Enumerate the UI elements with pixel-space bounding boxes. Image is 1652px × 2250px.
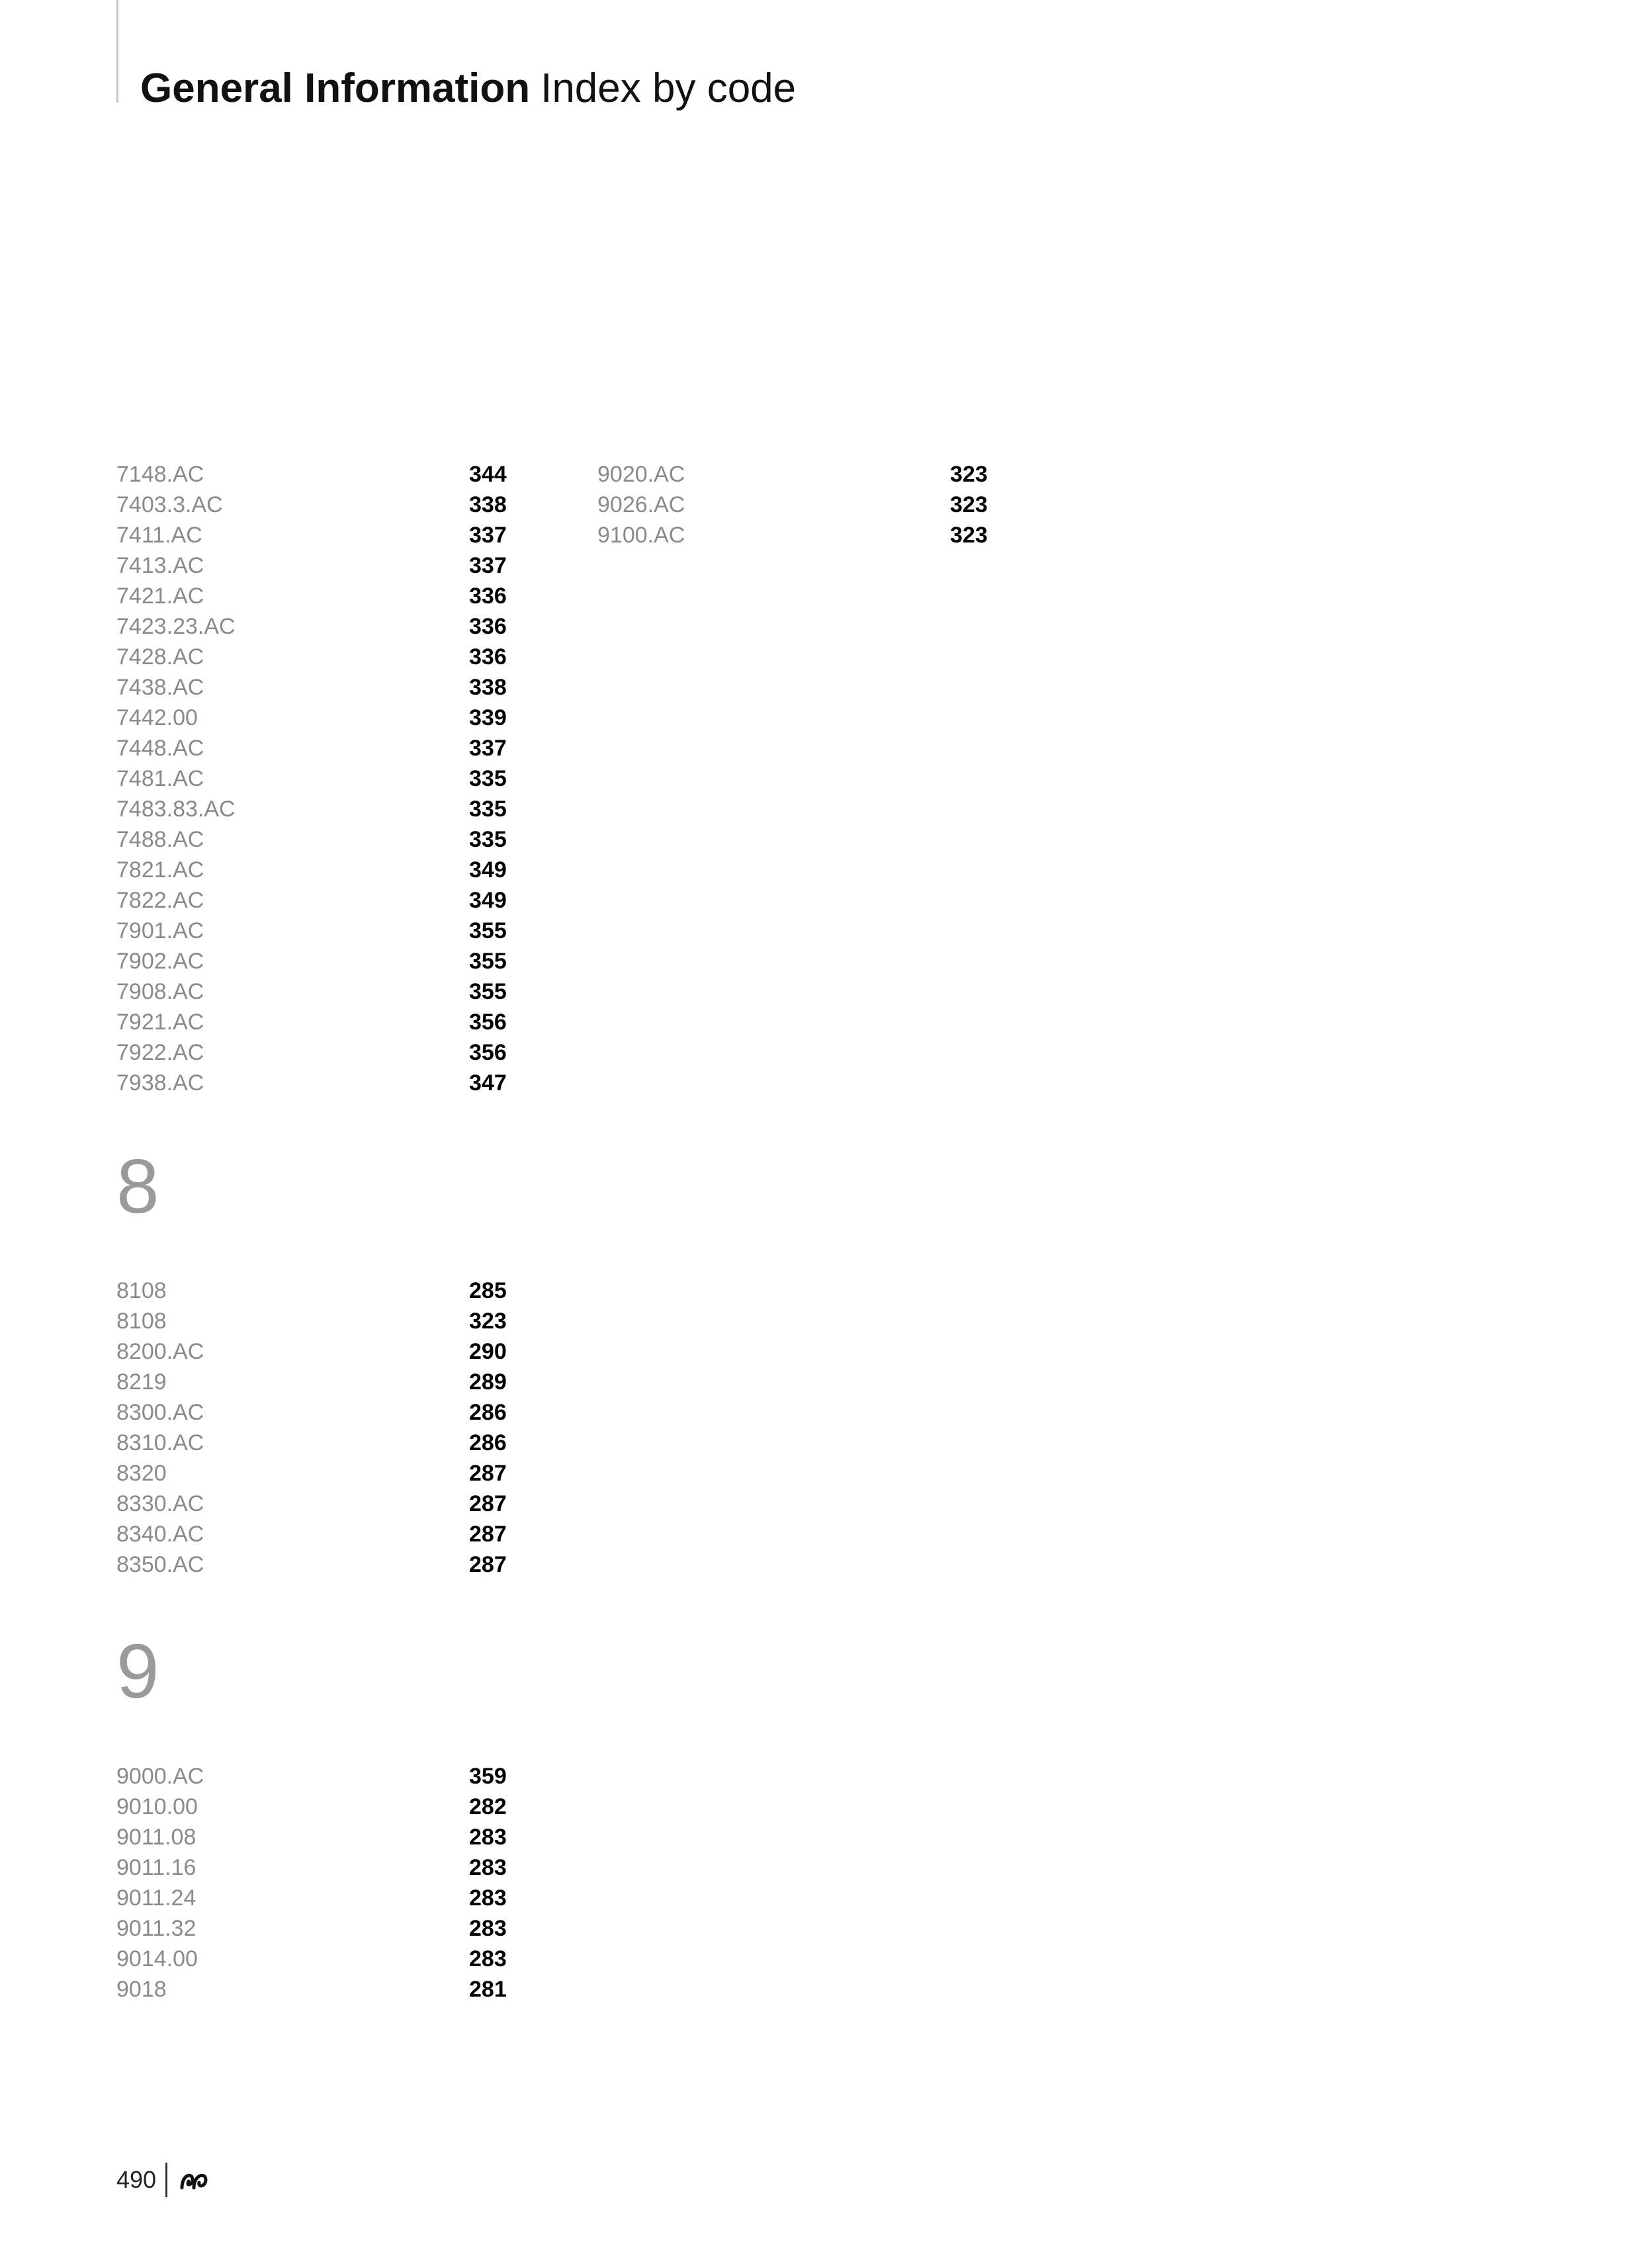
entry-page: 285 xyxy=(469,1278,507,1303)
entry-page: 336 xyxy=(469,644,507,670)
entry-code: 7403.3.AC xyxy=(116,492,223,517)
entry-page: 335 xyxy=(469,766,507,791)
entry-page: 337 xyxy=(469,553,507,578)
entry-code: 8350.AC xyxy=(116,1552,204,1577)
entry-code: 7822.AC xyxy=(116,888,204,913)
entry-page: 323 xyxy=(950,492,988,517)
entry-page: 323 xyxy=(469,1309,507,1334)
page-number: 490 xyxy=(116,2166,157,2193)
entry-code: 9010.00 xyxy=(116,1794,198,1819)
entry-code: 7821.AC xyxy=(116,857,204,883)
entry-page: 289 xyxy=(469,1369,507,1395)
entry-page: 286 xyxy=(469,1430,507,1455)
entry-page: 337 xyxy=(469,523,507,548)
entry-code: 7901.AC xyxy=(116,918,204,943)
entry-code: 8320 xyxy=(116,1461,167,1486)
entry-page: 349 xyxy=(469,857,507,883)
entry-code: 7438.AC xyxy=(116,675,204,700)
entry-code: 7488.AC xyxy=(116,827,204,852)
entry-page: 335 xyxy=(469,827,507,852)
entry-code: 9100.AC xyxy=(597,523,685,548)
entry-code: 8200.AC xyxy=(116,1339,204,1364)
entry-code: 7423.23.AC xyxy=(116,614,236,639)
entry-code: 7413.AC xyxy=(116,553,204,578)
entry-page: 282 xyxy=(469,1794,507,1819)
page-title xyxy=(140,64,796,114)
entry-page: 290 xyxy=(469,1339,507,1364)
entry-code: 7921.AC xyxy=(116,1010,204,1035)
entry-code: 9011.32 xyxy=(116,1916,196,1941)
entry-code: 9020.AC xyxy=(597,462,685,487)
entry-code: 9000.AC xyxy=(116,1764,204,1789)
entry-page: 287 xyxy=(469,1522,507,1547)
entry-code: 9026.AC xyxy=(597,492,685,517)
entry-code: 8219 xyxy=(116,1369,167,1395)
entry-code: 8340.AC xyxy=(116,1522,204,1547)
entry-page: 287 xyxy=(469,1491,507,1516)
footer-divider xyxy=(165,2163,167,2197)
entry-page: 286 xyxy=(469,1400,507,1425)
section-heading-8: 8 xyxy=(116,1143,159,1229)
entry-page: 287 xyxy=(469,1461,507,1486)
entry-page: 323 xyxy=(950,523,988,548)
entry-page: 336 xyxy=(469,614,507,639)
entry-code: 7148.AC xyxy=(116,462,204,487)
entry-page: 337 xyxy=(469,736,507,761)
entry-page: 355 xyxy=(469,979,507,1004)
entry-code: 7902.AC xyxy=(116,949,204,974)
section-heading-9: 9 xyxy=(116,1628,159,1714)
entry-code: 8330.AC xyxy=(116,1491,204,1516)
entry-page: 283 xyxy=(469,1825,507,1850)
entry-code: 7442.00 xyxy=(116,705,198,730)
entry-code: 9014.00 xyxy=(116,1946,198,1971)
entry-code: 7421.AC xyxy=(116,584,204,609)
entry-code: 8108 xyxy=(116,1309,167,1334)
entry-page: 339 xyxy=(469,705,507,730)
entry-code: 7481.AC xyxy=(116,766,204,791)
entry-code: 7411.AC xyxy=(116,523,202,548)
entry-page: 338 xyxy=(469,675,507,700)
entry-code: 7922.AC xyxy=(116,1040,204,1065)
entry-page: 359 xyxy=(469,1764,507,1789)
entry-page: 283 xyxy=(469,1946,507,1971)
title-light: Index by code xyxy=(541,65,797,111)
brand-logo-icon xyxy=(179,2168,208,2192)
entry-page: 283 xyxy=(469,1916,507,1941)
entry-code: 9011.24 xyxy=(116,1885,196,1911)
entry-code: 8108 xyxy=(116,1278,167,1303)
entry-code: 7428.AC xyxy=(116,644,204,670)
entry-page: 287 xyxy=(469,1552,507,1577)
entry-page: 323 xyxy=(950,462,988,487)
entry-page: 355 xyxy=(469,949,507,974)
entry-page: 356 xyxy=(469,1010,507,1035)
entry-code: 9011.16 xyxy=(116,1855,196,1880)
entry-code: 8310.AC xyxy=(116,1430,204,1455)
page-footer xyxy=(116,2163,208,2196)
entry-page: 283 xyxy=(469,1855,507,1880)
entry-page: 355 xyxy=(469,918,507,943)
entry-code: 8300.AC xyxy=(116,1400,204,1425)
entry-page: 349 xyxy=(469,888,507,913)
entry-page: 347 xyxy=(469,1070,507,1096)
header-rule xyxy=(116,0,118,103)
entry-code: 9018 xyxy=(116,1977,167,2002)
entry-page: 283 xyxy=(469,1885,507,1911)
entry-page: 281 xyxy=(469,1977,507,2002)
entry-code: 7938.AC xyxy=(116,1070,204,1096)
entry-page: 344 xyxy=(469,462,507,487)
entry-code: 9011.08 xyxy=(116,1825,196,1850)
entry-page: 336 xyxy=(469,584,507,609)
entry-page: 335 xyxy=(469,797,507,822)
entry-code: 7908.AC xyxy=(116,979,204,1004)
entry-page: 356 xyxy=(469,1040,507,1065)
entry-code: 7448.AC xyxy=(116,736,204,761)
title-bold: General Information xyxy=(140,65,531,111)
entry-code: 7483.83.AC xyxy=(116,797,236,822)
entry-page: 338 xyxy=(469,492,507,517)
